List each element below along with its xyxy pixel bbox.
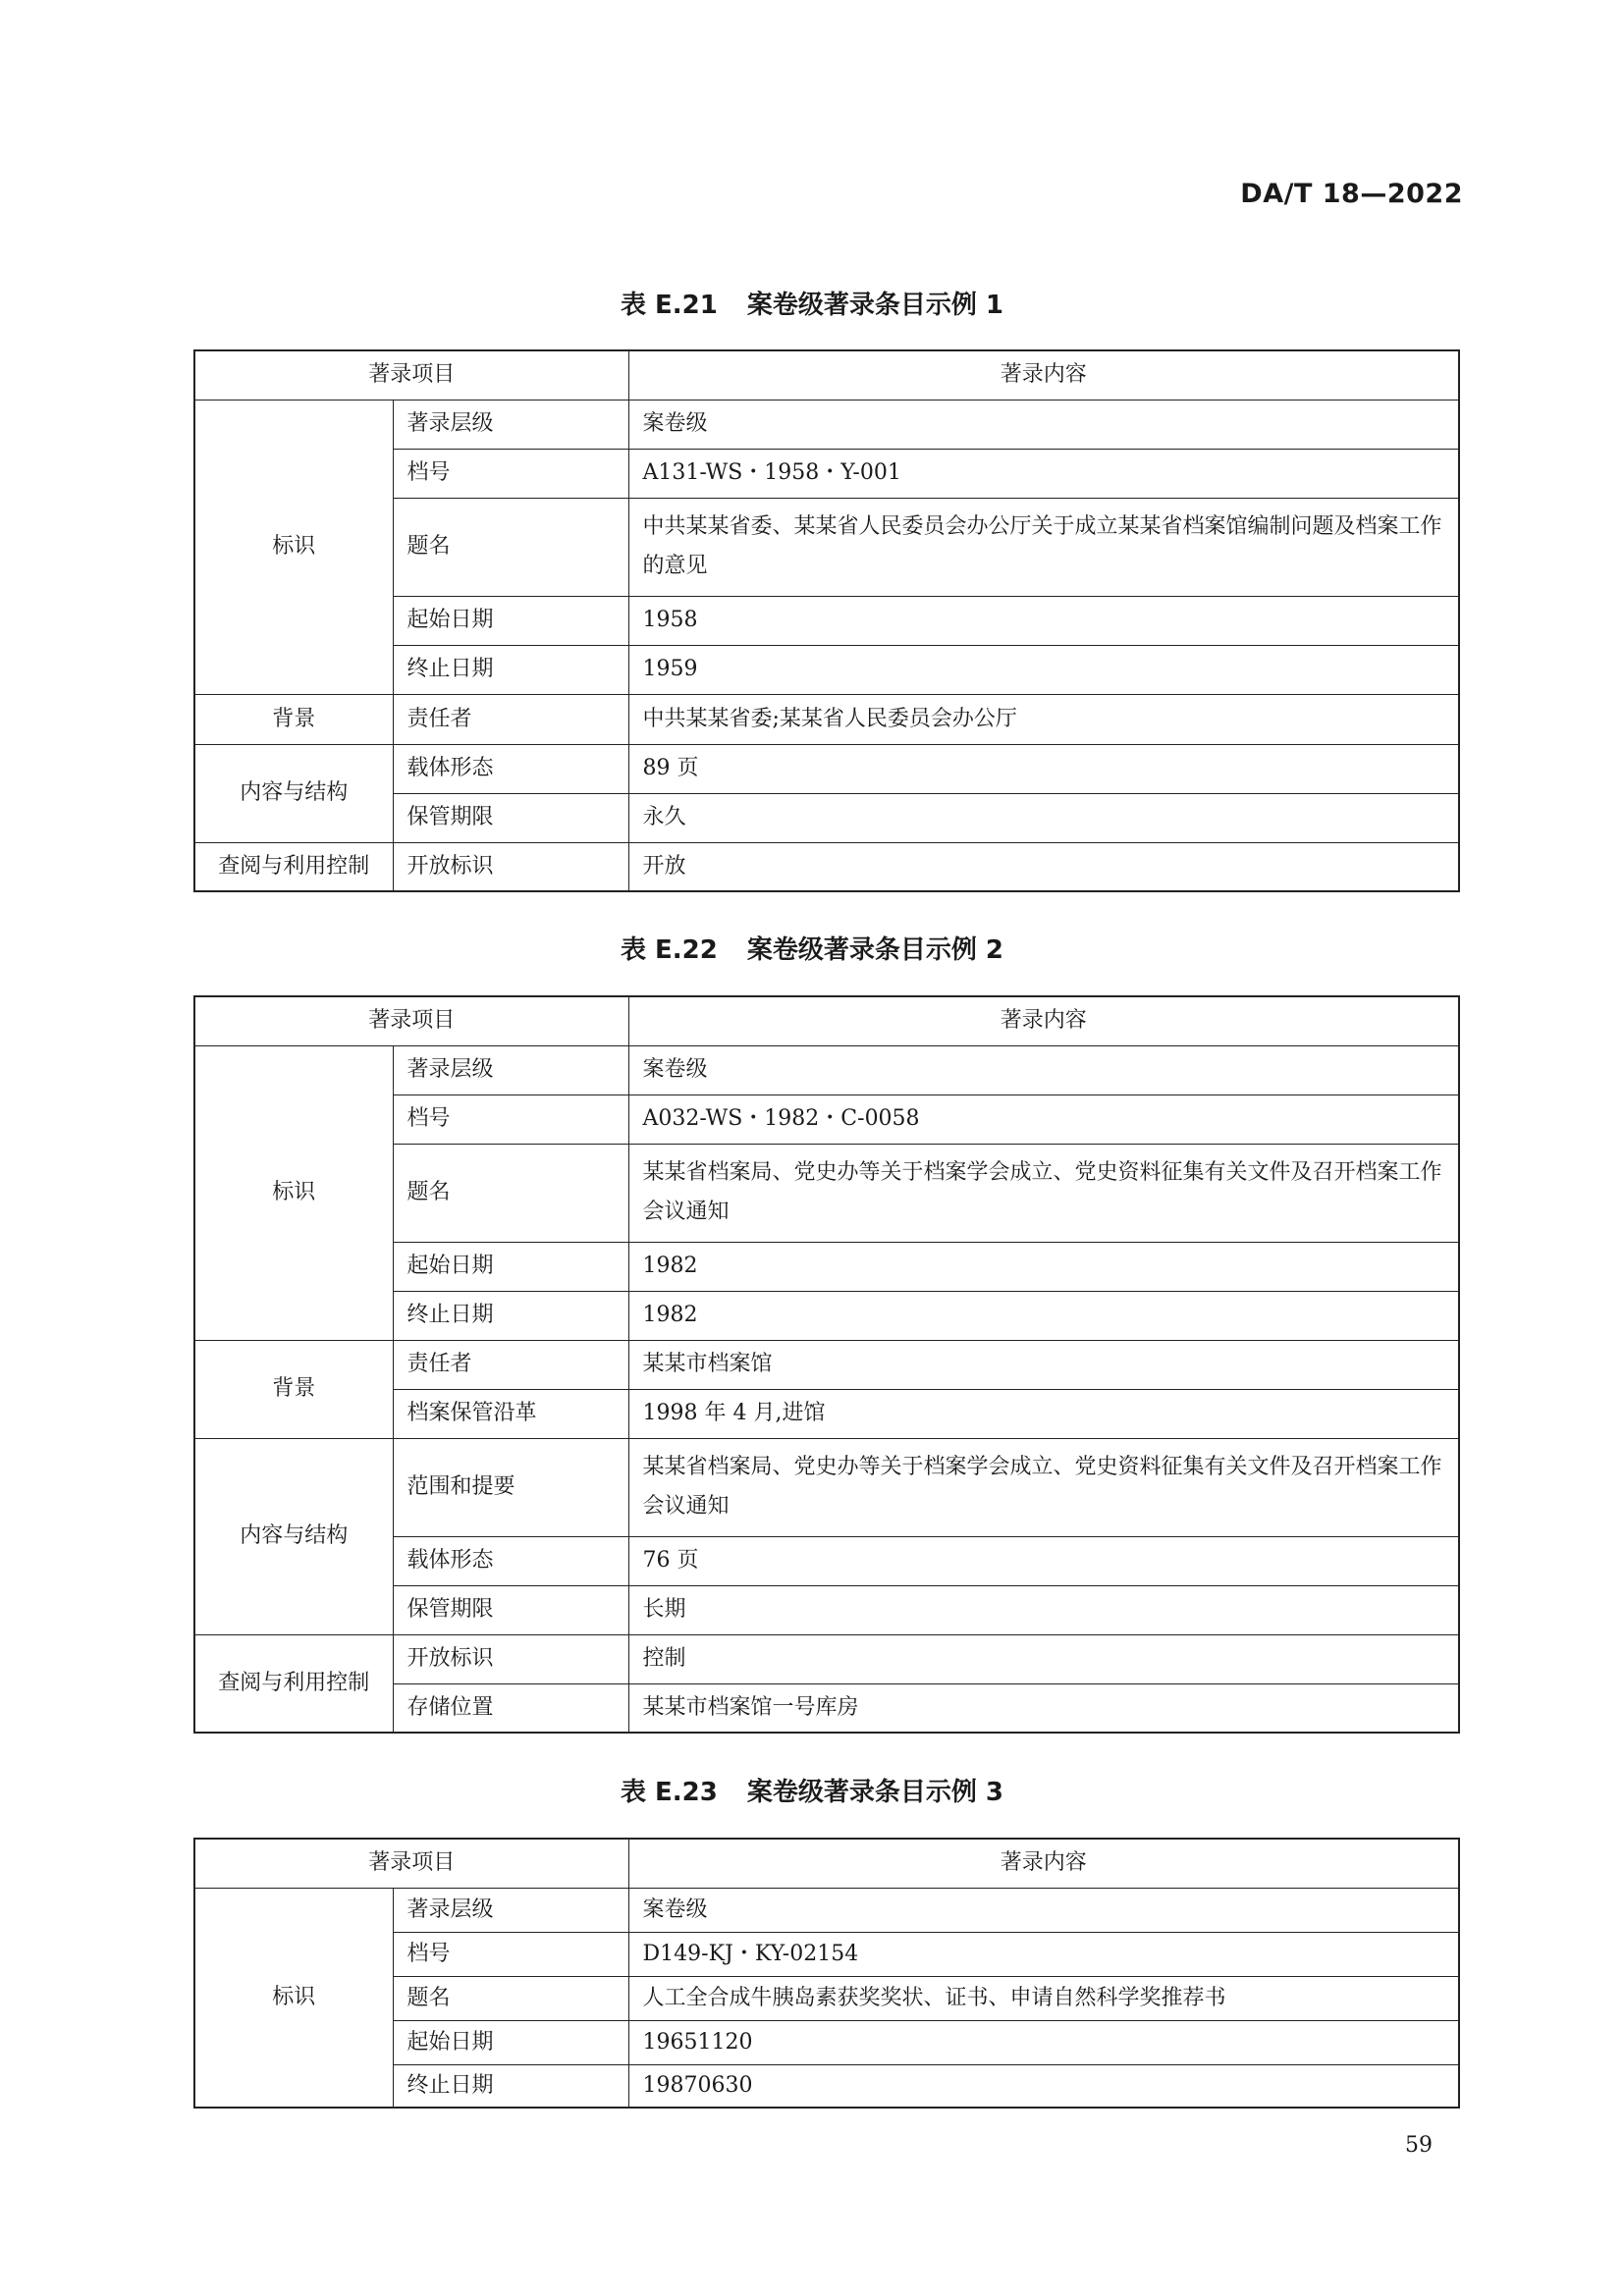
item-value: 19870630 xyxy=(628,2064,1459,2108)
table-header-row xyxy=(194,996,1459,1045)
item-label: 起始日期 xyxy=(393,1242,628,1291)
table-caption-number: 表 E.21 xyxy=(620,291,718,320)
item-value: 19651120 xyxy=(628,2020,1459,2064)
item-value: 某某省档案局、党史办等关于档案学会成立、党史资料征集有关文件及召开档案工作会议通知 xyxy=(628,1438,1459,1536)
group-label: 查阅与利用控制 xyxy=(194,842,393,891)
item-label: 终止日期 xyxy=(393,2064,628,2108)
item-label: 题名 xyxy=(393,1976,628,2020)
item-label: 存储位置 xyxy=(393,1683,628,1733)
group-label: 内容与结构 xyxy=(194,1438,393,1634)
record-table-e21 xyxy=(193,349,1460,892)
item-value: 案卷级 xyxy=(628,1045,1459,1095)
item-label: 题名 xyxy=(393,498,628,596)
item-value: 某某市档案馆 xyxy=(628,1340,1459,1389)
table-row xyxy=(194,400,1459,449)
table-row xyxy=(194,694,1459,744)
table-caption-title: 案卷级著录条目示例 1 xyxy=(746,291,1004,320)
item-label: 档号 xyxy=(393,1095,628,1144)
group-label: 查阅与利用控制 xyxy=(194,1634,393,1733)
standard-code: DA/T 18—2022 xyxy=(1240,179,1463,209)
table-row xyxy=(194,1438,1459,1536)
item-value: A131-WS・1958・Y-001 xyxy=(628,449,1459,498)
item-value: 1958 xyxy=(628,596,1459,645)
item-value: 中共某某省委、某某省人民委员会办公厅关于成立某某省档案馆编制问题及档案工作的意见 xyxy=(628,498,1459,596)
group-label: 内容与结构 xyxy=(194,744,393,842)
header-item: 著录项目 xyxy=(194,996,628,1045)
item-label: 载体形态 xyxy=(393,1536,628,1585)
item-value: 76 页 xyxy=(628,1536,1459,1585)
item-label: 责任者 xyxy=(393,1340,628,1389)
item-label: 责任者 xyxy=(393,694,628,744)
item-value: 1998 年 4 月,进馆 xyxy=(628,1389,1459,1438)
table-row xyxy=(194,842,1459,891)
item-label: 题名 xyxy=(393,1144,628,1242)
item-value: 1982 xyxy=(628,1242,1459,1291)
item-label: 起始日期 xyxy=(393,596,628,645)
item-value: 案卷级 xyxy=(628,1888,1459,1932)
item-label: 档案保管沿革 xyxy=(393,1389,628,1438)
group-label: 标识 xyxy=(194,1888,393,2108)
header-content: 著录内容 xyxy=(628,350,1459,400)
item-label: 载体形态 xyxy=(393,744,628,793)
header-item: 著录项目 xyxy=(194,350,628,400)
item-label: 档号 xyxy=(393,449,628,498)
table-header-row xyxy=(194,350,1459,400)
table-caption-title: 案卷级著录条目示例 2 xyxy=(746,935,1004,965)
item-label: 档号 xyxy=(393,1932,628,1976)
header-content: 著录内容 xyxy=(628,996,1459,1045)
item-value: 永久 xyxy=(628,793,1459,842)
item-value: 某某市档案馆一号库房 xyxy=(628,1683,1459,1733)
item-label: 保管期限 xyxy=(393,1585,628,1634)
item-value: 人工全合成牛胰岛素获奖奖状、证书、申请自然科学奖推荐书 xyxy=(628,1976,1459,2020)
table-row xyxy=(194,744,1459,793)
item-label: 开放标识 xyxy=(393,1634,628,1683)
item-value: D149-KJ・KY-02154 xyxy=(628,1932,1459,1976)
item-label: 终止日期 xyxy=(393,1291,628,1340)
header-content: 著录内容 xyxy=(628,1839,1459,1888)
item-label: 保管期限 xyxy=(393,793,628,842)
item-value: A032-WS・1982・C-0058 xyxy=(628,1095,1459,1144)
table-caption-number: 表 E.23 xyxy=(620,1778,718,1807)
table-header-row xyxy=(194,1839,1459,1888)
item-value: 中共某某省委;某某省人民委员会办公厅 xyxy=(628,694,1459,744)
table-row xyxy=(194,1045,1459,1095)
header-item: 著录项目 xyxy=(194,1839,628,1888)
item-value: 开放 xyxy=(628,842,1459,891)
item-value: 案卷级 xyxy=(628,400,1459,449)
item-label: 起始日期 xyxy=(393,2020,628,2064)
group-label: 标识 xyxy=(194,1045,393,1340)
group-label: 标识 xyxy=(194,400,393,694)
item-value: 控制 xyxy=(628,1634,1459,1683)
group-label: 背景 xyxy=(194,1340,393,1438)
record-table-e23 xyxy=(193,1838,1460,2109)
item-value: 89 页 xyxy=(628,744,1459,793)
item-label: 著录层级 xyxy=(393,1888,628,1932)
table-caption xyxy=(0,285,1624,321)
table-row xyxy=(194,1888,1459,1932)
record-table-e22 xyxy=(193,995,1460,1734)
table-caption-title: 案卷级著录条目示例 3 xyxy=(746,1778,1004,1807)
table-row xyxy=(194,1634,1459,1683)
item-label: 著录层级 xyxy=(393,400,628,449)
item-value: 长期 xyxy=(628,1585,1459,1634)
table-row xyxy=(194,1340,1459,1389)
item-label: 开放标识 xyxy=(393,842,628,891)
item-value: 1959 xyxy=(628,645,1459,694)
item-label: 终止日期 xyxy=(393,645,628,694)
table-caption xyxy=(0,930,1624,966)
item-label: 著录层级 xyxy=(393,1045,628,1095)
item-value: 1982 xyxy=(628,1291,1459,1340)
group-label: 背景 xyxy=(194,694,393,744)
item-value: 某某省档案局、党史办等关于档案学会成立、党史资料征集有关文件及召开档案工作会议通知 xyxy=(628,1144,1459,1242)
table-caption xyxy=(0,1772,1624,1808)
item-label: 范围和提要 xyxy=(393,1438,628,1536)
table-caption-number: 表 E.22 xyxy=(620,935,718,965)
page-number: 59 xyxy=(1405,2133,1433,2158)
